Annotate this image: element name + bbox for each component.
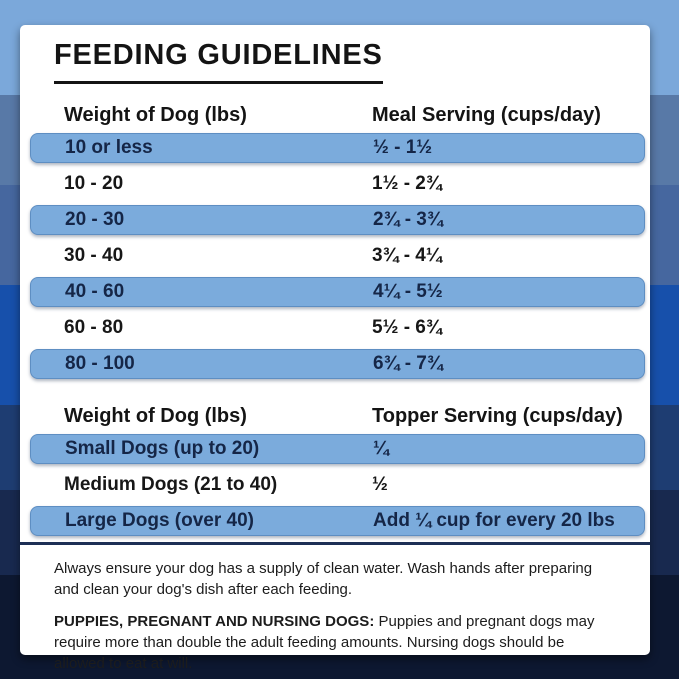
column-header-meal-serving: Meal Serving (cups/day) <box>372 103 601 126</box>
weight-cell: 80 - 100 <box>65 353 135 374</box>
feeding-guidelines-card <box>20 25 650 672</box>
serving-cell: 3¾ - 4¼ <box>372 245 442 266</box>
weight-cell: 60 - 80 <box>64 317 124 338</box>
weight-cell: Small Dogs (up to 20) <box>65 438 260 459</box>
serving-cell: ½ - 1½ <box>373 137 433 158</box>
column-header-weight: Weight of Dog (lbs) <box>64 404 247 427</box>
puppies-pregnant-note <box>54 612 616 674</box>
meal-table-header <box>30 100 645 130</box>
serving-cell: ¼ <box>373 438 389 459</box>
clean-water-note: Always ensure your dog has a supply of clean water. Wash hands after preparing and clean your dog's dish after each feeding. <box>54 560 593 598</box>
serving-cell: 1½ - 2¾ <box>372 173 442 194</box>
weight-cell: 10 or less <box>65 137 153 158</box>
serving-cell: Add ¼ cup for every 20 lbs <box>373 510 615 531</box>
feeding-notes <box>42 545 628 674</box>
table-row <box>30 241 645 271</box>
weight-cell: 30 - 40 <box>64 245 124 266</box>
serving-cell: 2¾ - 3¾ <box>373 209 443 230</box>
puppies-note-label: PUPPIES, PREGNANT AND NURSING DOGS: <box>54 613 375 631</box>
table-row <box>30 133 645 163</box>
weight-cell: 20 - 30 <box>65 209 125 230</box>
serving-cell: 5½ - 6¾ <box>372 317 442 338</box>
meal-serving-table <box>30 100 645 379</box>
puppies-note-text: Puppies and pregnant dogs may require more than double the adult feeding amounts. Nursing dogs should be allowed to eat at will. <box>54 613 595 672</box>
table-row <box>30 349 645 379</box>
table-row <box>30 470 645 500</box>
weight-cell: 40 - 60 <box>65 281 125 302</box>
weight-cell: 10 - 20 <box>64 173 124 194</box>
column-header-topper-serving: Topper Serving (cups/day) <box>372 404 623 427</box>
table-row <box>30 277 645 307</box>
column-header-weight: Weight of Dog (lbs) <box>64 103 247 126</box>
table-row <box>30 313 645 343</box>
table-row <box>30 205 645 235</box>
serving-cell: 6¾ - 7¾ <box>373 353 443 374</box>
table-row <box>30 506 645 536</box>
serving-cell: ½ <box>372 474 388 495</box>
weight-cell: Medium Dogs (21 to 40) <box>64 474 278 495</box>
topper-table-header <box>30 401 645 431</box>
topper-serving-table <box>30 401 645 536</box>
weight-cell: Large Dogs (over 40) <box>65 510 254 531</box>
table-spacer <box>42 385 628 401</box>
table-row <box>30 169 645 199</box>
page-title: FEEDING GUIDELINES <box>54 39 383 84</box>
table-row <box>30 434 645 464</box>
serving-cell: 4¼ - 5½ <box>373 281 443 302</box>
